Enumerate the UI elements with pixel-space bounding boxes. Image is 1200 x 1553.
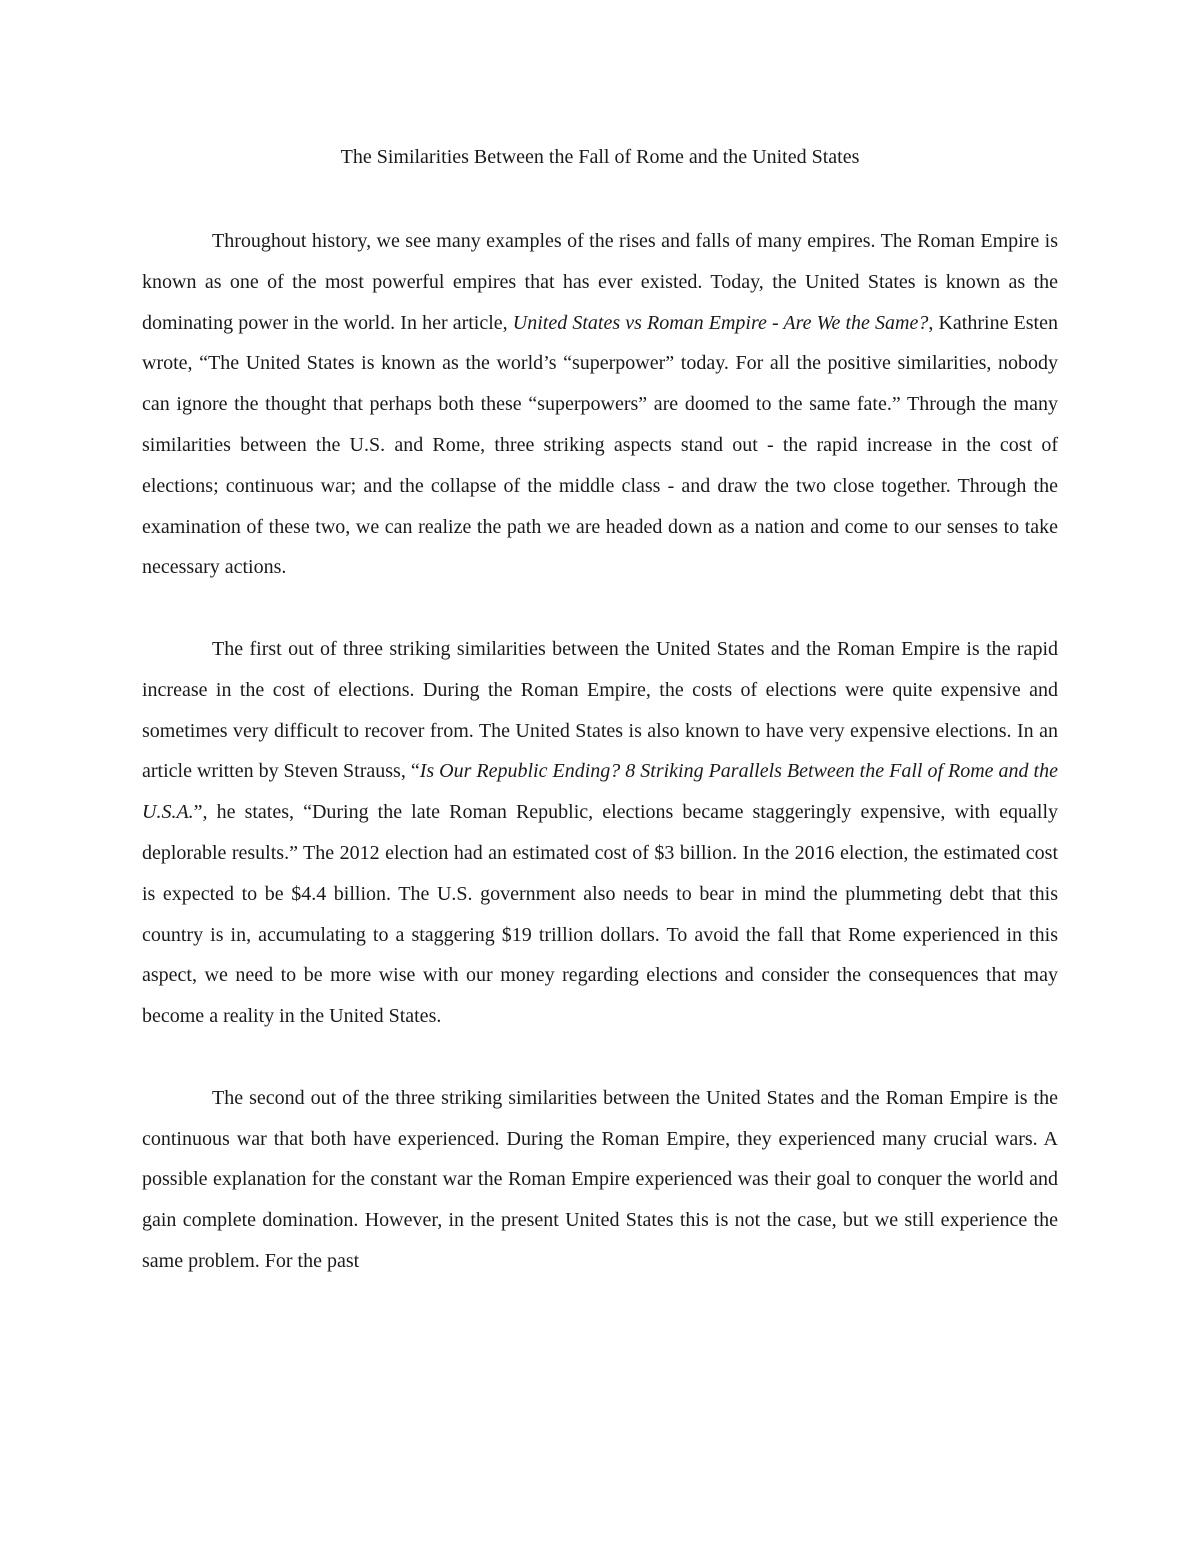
paragraph-text: The second out of the three striking similarities between the United States and the Roman Empire is the continuous war that both have experienced. During the Roman Empire, they experienced many crucial wars. A possible explanation for the constant war the Roman Empire experienced was their goal to conquer the world and gain complete domination. However, in the present United States this is not the case, but we still experience the same problem. For the past xyxy=(142,1086,1058,1272)
paragraph-text: ”, he states, “During the late Roman Republic, elections became staggeringly expensive, with equally deplorable results.” The 2012 election had an estimated cost of $3 billion. In the 2016 election, the estimated cost is expected to be $4.4 billion. The U.S. government also needs to bear in mind the plummeting debt that this country is in, accumulating to a staggering $19 trillion dollars. To avoid the fall that Rome experienced in this aspect, we need to be more wise with our money regarding elections and consider the consequences that may become a reality in the United States. xyxy=(142,801,1058,1028)
paragraph-text: , Kathrine Esten wrote, “The United States is known as the world’s “superpower” today. For all the positive similarities, nobody can ignore the thought that perhaps both these “superpowers” are doomed to the same fate.” Through the many similarities between the U.S. and Rome, three striking aspects stand out - the rapid increase in the cost of elections; continuous war; and the collapse of the middle class - and draw the two close together. Through the examination of these two, we can realize the path we are headed down as a nation and come to our senses to take necessary actions. xyxy=(142,311,1058,579)
cited-article-title: United States vs Roman Empire - Are We the Same? xyxy=(512,311,929,334)
paragraph-introduction xyxy=(142,221,1058,588)
paragraph-election-costs xyxy=(142,629,1058,1037)
paragraph-continuous-war xyxy=(142,1078,1058,1282)
document-title: The Similarities Between the Fall of Rome and the United States xyxy=(340,146,860,168)
paragraph-text: Throughout history, we see many examples of the rises and falls of many empires. The Roman Empire is known as one of the most powerful empires that has ever existed. Today, the United States is known as the dominating power in the world. In her article, xyxy=(142,230,1058,334)
cited-article-title: Is Our Republic Ending? 8 Striking Parallels Between the Fall of Rome and the U.S.A. xyxy=(142,760,1058,824)
document-body xyxy=(142,221,1058,1282)
paragraph-text: The first out of three striking similarities between the United States and the Roman Empire is the rapid increase in the cost of elections. During the Roman Empire, the costs of elections were quite expensive and sometimes very difficult to recover from. The United States is also known to have very expensive elections. In an article written by Steven Strauss, “ xyxy=(142,637,1058,783)
